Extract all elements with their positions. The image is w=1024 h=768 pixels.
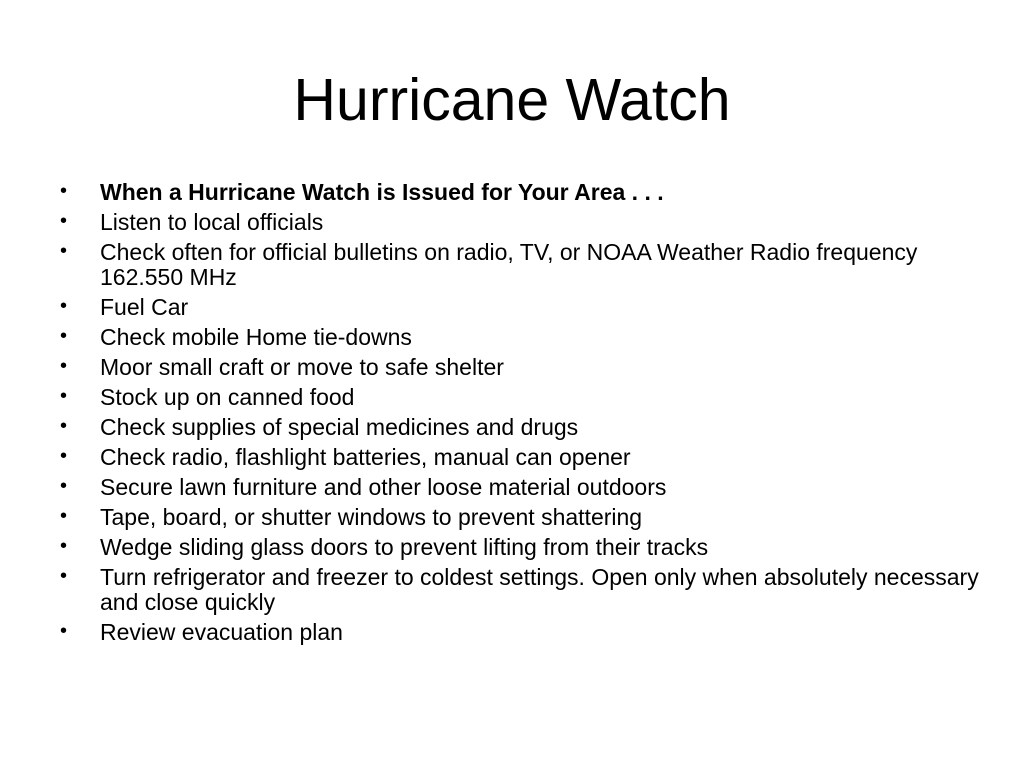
bullet-item: [60, 325, 980, 350]
bullet-icon: •: [60, 620, 68, 642]
bullet-text: Review evacuation plan: [100, 619, 343, 645]
bullet-text: Check radio, flashlight batteries, manual can opener: [100, 444, 631, 470]
bullet-text: Check often for official bulletins on radio, TV, or NOAA Weather Radio frequency 162.550 MHz: [100, 239, 918, 290]
bullet-icon: •: [60, 445, 68, 467]
bullet-icon: •: [60, 415, 68, 437]
bullet-item: [60, 295, 980, 320]
bullet-item: [60, 565, 980, 615]
bullet-item: [60, 180, 980, 205]
bullet-icon: •: [60, 355, 68, 377]
bullet-icon: •: [60, 565, 68, 587]
bullet-item: [60, 210, 980, 235]
bullet-text: Listen to local officials: [100, 209, 324, 235]
bullet-item: [60, 240, 980, 290]
bullet-item: [60, 505, 980, 530]
bullet-item: [60, 445, 980, 470]
bullet-item: [60, 385, 980, 410]
bullet-item: [60, 355, 980, 380]
bullet-item: [60, 535, 980, 560]
slide-title: Hurricane Watch: [293, 67, 731, 133]
bullet-icon: •: [60, 325, 68, 347]
bullet-icon: •: [60, 295, 68, 317]
bullet-icon: •: [60, 210, 68, 232]
bullet-list: [60, 180, 980, 650]
bullet-text: Stock up on canned food: [100, 384, 355, 410]
bullet-text: Tape, board, or shutter windows to prevent shattering: [100, 504, 643, 530]
bullet-icon: •: [60, 180, 68, 202]
bullet-text: Secure lawn furniture and other loose material outdoors: [100, 474, 667, 500]
bullet-icon: •: [60, 505, 68, 527]
bullet-text: Moor small craft or move to safe shelter: [100, 354, 504, 380]
bullet-icon: •: [60, 475, 68, 497]
bullet-text: Check supplies of special medicines and drugs: [100, 414, 579, 440]
bullet-item: [60, 415, 980, 440]
bullet-text: When a Hurricane Watch is Issued for Your Area . . .: [100, 179, 664, 205]
bullet-icon: •: [60, 240, 68, 262]
bullet-item: [60, 475, 980, 500]
bullet-text: Check mobile Home tie-downs: [100, 324, 412, 350]
bullet-item: [60, 620, 980, 645]
bullet-text: Turn refrigerator and freezer to coldest settings. Open only when absolutely necessary and close quickly: [100, 564, 979, 615]
bullet-text: Wedge sliding glass doors to prevent lifting from their tracks: [100, 534, 709, 560]
bullet-icon: •: [60, 535, 68, 557]
bullet-icon: •: [60, 385, 68, 407]
bullet-text: Fuel Car: [100, 294, 189, 320]
